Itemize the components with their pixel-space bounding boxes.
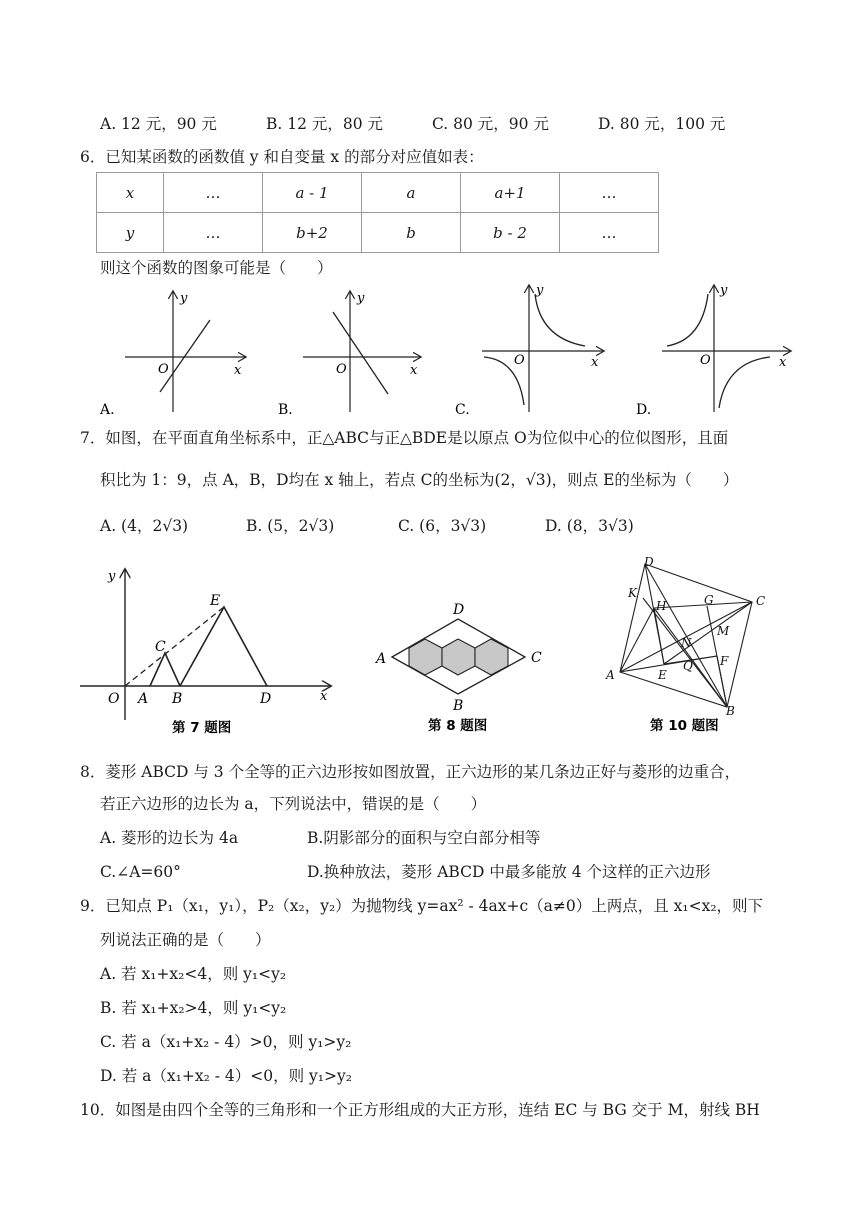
q8-option-c: C.∠A=60°: [100, 863, 181, 881]
fig8-caption: 第 8 题图: [428, 718, 488, 734]
table-cell: a: [362, 173, 461, 213]
fig10-label-h: H: [656, 599, 667, 613]
graph-b-origin: O: [336, 362, 347, 377]
graph-d-y-label: y: [720, 283, 728, 298]
q10-line1: 10．如图是由四个全等的三角形和一个正方形组成的大正方形，连结 EC 与 BG 交于 M，射线 BH: [80, 1101, 760, 1119]
fig10-caption: 第 10 题图: [650, 718, 719, 734]
table-cell: b - 2: [461, 213, 560, 253]
graph-b: [278, 291, 420, 418]
q8-line2: 若正六边形的边长为 a，下列说法中，错误的是（ ）: [100, 795, 487, 813]
table-cell: …: [560, 213, 659, 253]
graph-a-label: A.: [100, 402, 115, 418]
fig10-label-a: A: [606, 668, 615, 682]
graph-b-y-label: y: [357, 291, 365, 306]
graph-c-y-label: y: [536, 283, 544, 298]
q7-option-d: D. (8，3√3): [545, 517, 634, 535]
q9-option-b: B. 若 x₁+x₂>4，则 y₁<y₂: [100, 999, 287, 1017]
fig7-label-d: D: [260, 691, 272, 707]
fig7-label-b: B: [172, 691, 183, 707]
q6-ask: 则这个函数的图象可能是（ ）: [100, 259, 333, 277]
q5-option-d: D. 80 元，100 元: [598, 115, 726, 133]
fig10-label-e: E: [658, 668, 667, 682]
q5-option-c: C. 80 元，90 元: [432, 115, 549, 133]
graph-a-origin: O: [158, 362, 169, 377]
fig8-label-c: C: [531, 650, 542, 666]
fig8: [374, 602, 542, 734]
q9-option-d: D. 若 a（x₁+x₂ - 4）<0，则 y₁>y₂: [100, 1067, 352, 1085]
graph-b-label: B.: [278, 402, 293, 418]
fig10-label-m: M: [717, 624, 730, 638]
table-cell: x: [97, 173, 164, 213]
fig7-label-c: C: [155, 639, 166, 655]
q8-option-a: A. 菱形的边长为 4a: [100, 829, 239, 847]
q6-value-table: [96, 172, 659, 253]
fig8-label-a: A: [376, 651, 387, 667]
q6-stem: 6．已知某函数的函数值 y 和自变量 x 的部分对应值如表：: [80, 148, 484, 166]
q5-option-a: A. 12 元，90 元: [100, 115, 217, 133]
fig7-label-y: y: [108, 569, 116, 584]
q7-line1: 7．如图，在平面直角坐标系中，正△ABC与正△BDE是以原点 O为位似中心的位似图形，且面: [80, 429, 729, 447]
table-cell: a - 1: [263, 173, 362, 213]
fig10-label-f: F: [720, 654, 729, 668]
fig10-label-q: Q: [683, 659, 693, 673]
graph-a-y-label: y: [180, 291, 188, 306]
fig10-label-c: C: [756, 594, 766, 608]
figures-row: [0, 552, 868, 742]
fig7-label-a: A: [138, 691, 149, 707]
graph-d-label: D.: [636, 402, 652, 418]
fig10-label-b: B: [726, 704, 735, 718]
fig10-label-k: K: [628, 586, 637, 600]
q6-graphs: [0, 280, 868, 420]
table-cell: b+2: [263, 213, 362, 253]
table-cell: …: [560, 173, 659, 213]
q9-option-a: A. 若 x₁+x₂<4，则 y₁<y₂: [100, 965, 287, 983]
fig7-caption: 第 7 题图: [172, 720, 232, 736]
graph-b-x-label: x: [410, 363, 418, 378]
q9-line1: 9．已知点 P₁（x₁，y₁），P₂（x₂，y₂）为抛物线 y=ax² - 4ax+c（a≠0）上两点，且 x₁<x₂，则下: [80, 897, 764, 915]
graph-c-x-label: x: [591, 355, 599, 370]
table-cell: a+1: [461, 173, 560, 213]
table-cell: b: [362, 213, 461, 253]
table-row: [97, 173, 659, 213]
q9-option-c: C. 若 a（x₁+x₂ - 4）>0，则 y₁>y₂: [100, 1033, 352, 1051]
q8-option-d: D.换种放法，菱形 ABCD 中最多能放 4 个这样的正六边形: [307, 863, 711, 881]
fig10-label-d: D: [644, 555, 654, 569]
graph-a: [99, 291, 245, 418]
graph-c: [455, 283, 603, 418]
q7-option-b: B. (5，2√3): [246, 517, 335, 535]
fig7-label-x: x: [320, 689, 328, 704]
fig7: [80, 569, 330, 736]
graph-d: [636, 283, 790, 418]
fig8-label-d: D: [453, 602, 465, 618]
fig10-label-g: G: [704, 593, 714, 607]
q7-option-c: C. (6，3√3): [398, 517, 487, 535]
fig7-label-e: E: [210, 593, 221, 609]
fig10-label-n: N: [681, 636, 692, 650]
table-cell: …: [164, 173, 263, 213]
q7-option-a: A. (4，2√3): [100, 517, 189, 535]
table-row: [97, 213, 659, 253]
graph-c-label: C.: [455, 402, 470, 418]
fig8-label-b: B: [453, 698, 464, 714]
fig7-label-o: O: [108, 691, 120, 707]
q7-line2: 积比为 1：9，点 A，B，D均在 x 轴上，若点 C的坐标为(2，√3)，则点 E的坐标为（ ）: [100, 471, 739, 489]
q8-option-b: B.阴影部分的面积与空白部分相等: [307, 829, 541, 847]
q8-line1: 8．菱形 ABCD 与 3 个全等的正六边形按如图放置，正六边形的某几条边正好与菱形的边重合，: [80, 763, 741, 781]
q5-option-b: B. 12 元，80 元: [266, 115, 384, 133]
table-cell: …: [164, 213, 263, 253]
q9-line2: 列说法正确的是（ ）: [100, 931, 271, 949]
graph-d-x-label: x: [779, 355, 787, 370]
graph-d-origin: O: [700, 353, 711, 368]
table-cell: y: [97, 213, 164, 253]
graph-c-origin: O: [514, 353, 525, 368]
graph-a-x-label: x: [234, 363, 242, 378]
